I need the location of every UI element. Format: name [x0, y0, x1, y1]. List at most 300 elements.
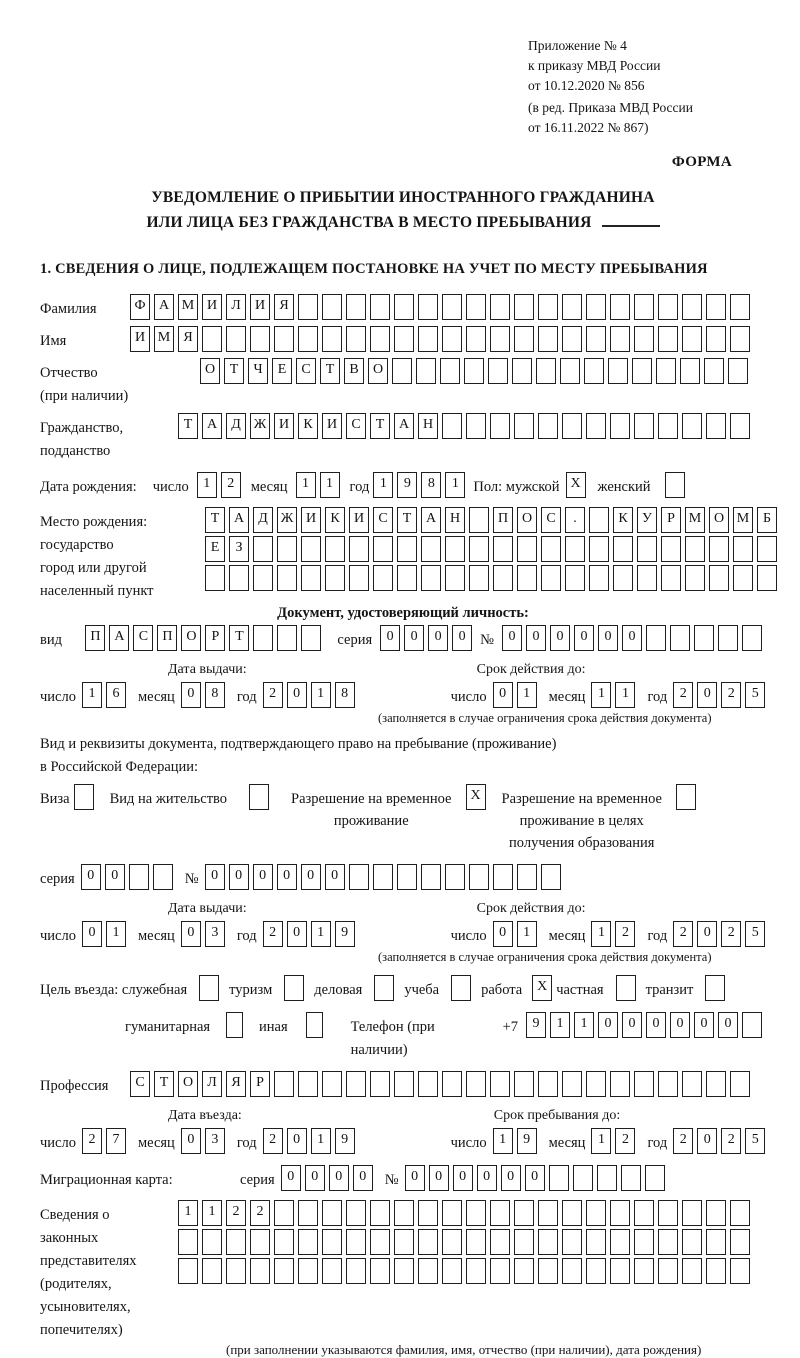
char-box[interactable]	[538, 413, 558, 439]
char-box[interactable]	[694, 625, 714, 651]
char-box[interactable]: И	[349, 507, 369, 533]
char-box[interactable]: 0	[493, 682, 513, 708]
char-box[interactable]: 0	[550, 625, 570, 651]
char-box[interactable]	[706, 1229, 726, 1255]
char-box[interactable]: Я	[274, 294, 294, 320]
char-box[interactable]	[253, 625, 273, 651]
char-box[interactable]: Т	[370, 413, 390, 439]
char-box[interactable]	[349, 536, 369, 562]
char-box[interactable]: 0	[428, 625, 448, 651]
char-box[interactable]	[645, 1165, 665, 1191]
char-box[interactable]	[418, 1200, 438, 1226]
char-box[interactable]	[442, 1229, 462, 1255]
char-box[interactable]	[730, 1071, 750, 1097]
char-box[interactable]: Я	[226, 1071, 246, 1097]
char-box[interactable]	[490, 413, 510, 439]
char-box[interactable]	[298, 1071, 318, 1097]
char-box[interactable]: И	[250, 294, 270, 320]
char-box[interactable]	[632, 358, 652, 384]
char-box[interactable]	[610, 1200, 630, 1226]
char-box[interactable]	[322, 326, 342, 352]
char-box[interactable]: 2	[673, 682, 693, 708]
char-box[interactable]	[658, 294, 678, 320]
char-box[interactable]: 3	[205, 921, 225, 947]
char-box[interactable]	[610, 413, 630, 439]
char-box[interactable]	[394, 1229, 414, 1255]
char-box[interactable]	[250, 326, 270, 352]
char-box[interactable]	[469, 507, 489, 533]
char-box[interactable]	[322, 1200, 342, 1226]
char-box[interactable]	[178, 1258, 198, 1284]
char-box[interactable]	[730, 1258, 750, 1284]
char-box[interactable]: Л	[226, 294, 246, 320]
char-box[interactable]: 0	[287, 921, 307, 947]
char-box[interactable]: И	[322, 413, 342, 439]
char-box[interactable]	[517, 565, 537, 591]
char-box[interactable]: 2	[721, 682, 741, 708]
char-box[interactable]: 0	[81, 864, 101, 890]
char-box[interactable]	[646, 625, 666, 651]
char-box[interactable]	[562, 1200, 582, 1226]
char-box[interactable]	[370, 1258, 390, 1284]
char-box[interactable]: 7	[106, 1128, 126, 1154]
char-box[interactable]	[538, 326, 558, 352]
char-box[interactable]	[517, 864, 537, 890]
char-box[interactable]	[706, 1258, 726, 1284]
char-box[interactable]	[538, 1258, 558, 1284]
sex-female-checkbox[interactable]	[665, 472, 685, 498]
char-box[interactable]	[634, 326, 654, 352]
char-box[interactable]	[301, 536, 321, 562]
char-box[interactable]: И	[301, 507, 321, 533]
char-box[interactable]: С	[373, 507, 393, 533]
char-box[interactable]: 0	[697, 921, 717, 947]
char-box[interactable]	[349, 864, 369, 890]
purpose-turizm-checkbox[interactable]	[284, 975, 304, 1001]
char-box[interactable]: О	[709, 507, 729, 533]
char-box[interactable]	[490, 326, 510, 352]
char-box[interactable]	[370, 294, 390, 320]
char-box[interactable]	[613, 536, 633, 562]
char-box[interactable]	[562, 1071, 582, 1097]
char-box[interactable]	[373, 536, 393, 562]
char-box[interactable]	[538, 1071, 558, 1097]
char-box[interactable]: 0	[598, 1012, 618, 1038]
char-box[interactable]: С	[130, 1071, 150, 1097]
char-box[interactable]: 8	[421, 472, 441, 498]
purpose-delovaya-checkbox[interactable]	[374, 975, 394, 1001]
char-box[interactable]: 0	[493, 921, 513, 947]
char-box[interactable]	[634, 1200, 654, 1226]
char-box[interactable]	[349, 565, 369, 591]
char-box[interactable]	[682, 1071, 702, 1097]
char-box[interactable]	[277, 536, 297, 562]
char-box[interactable]: 1	[591, 682, 611, 708]
char-box[interactable]: 0	[697, 682, 717, 708]
char-box[interactable]	[298, 1258, 318, 1284]
char-box[interactable]	[536, 358, 556, 384]
char-box[interactable]	[493, 536, 513, 562]
char-box[interactable]	[397, 536, 417, 562]
char-box[interactable]: Т	[320, 358, 340, 384]
char-box[interactable]	[394, 1071, 414, 1097]
char-box[interactable]: 0	[574, 625, 594, 651]
char-box[interactable]: 5	[745, 1128, 765, 1154]
char-box[interactable]: Е	[205, 536, 225, 562]
char-box[interactable]: 0	[452, 625, 472, 651]
char-box[interactable]: 0	[253, 864, 273, 890]
char-box[interactable]: И	[202, 294, 222, 320]
char-box[interactable]: 0	[502, 625, 522, 651]
char-box[interactable]	[709, 536, 729, 562]
char-box[interactable]: 0	[501, 1165, 521, 1191]
char-box[interactable]: Т	[205, 507, 225, 533]
char-box[interactable]: 1	[202, 1200, 222, 1226]
purpose-tranzit-checkbox[interactable]	[705, 975, 725, 1001]
char-box[interactable]: 1	[311, 921, 331, 947]
char-box[interactable]: Н	[418, 413, 438, 439]
char-box[interactable]	[226, 326, 246, 352]
char-box[interactable]: У	[637, 507, 657, 533]
char-box[interactable]: .	[565, 507, 585, 533]
char-box[interactable]: 2	[82, 1128, 102, 1154]
char-box[interactable]	[608, 358, 628, 384]
char-box[interactable]	[418, 1229, 438, 1255]
char-box[interactable]	[325, 536, 345, 562]
char-box[interactable]: 1	[82, 682, 102, 708]
char-box[interactable]: А	[202, 413, 222, 439]
char-box[interactable]	[442, 1071, 462, 1097]
char-box[interactable]: С	[296, 358, 316, 384]
char-box[interactable]	[202, 1229, 222, 1255]
char-box[interactable]: Ж	[277, 507, 297, 533]
char-box[interactable]	[586, 326, 606, 352]
char-box[interactable]: 2	[673, 921, 693, 947]
char-box[interactable]: 0	[181, 921, 201, 947]
char-box[interactable]	[706, 326, 726, 352]
char-box[interactable]	[586, 1200, 606, 1226]
char-box[interactable]: 1	[493, 1128, 513, 1154]
char-box[interactable]	[562, 413, 582, 439]
char-box[interactable]: М	[733, 507, 753, 533]
char-box[interactable]	[706, 294, 726, 320]
char-box[interactable]	[373, 864, 393, 890]
char-box[interactable]	[586, 1071, 606, 1097]
purpose-chastnaya-checkbox[interactable]	[616, 975, 636, 1001]
char-box[interactable]	[658, 326, 678, 352]
char-box[interactable]: 0	[718, 1012, 738, 1038]
char-box[interactable]: 0	[287, 682, 307, 708]
char-box[interactable]	[589, 507, 609, 533]
char-box[interactable]	[418, 294, 438, 320]
char-box[interactable]: М	[685, 507, 705, 533]
char-box[interactable]: 1	[197, 472, 217, 498]
char-box[interactable]	[442, 413, 462, 439]
char-box[interactable]: 5	[745, 682, 765, 708]
char-box[interactable]	[541, 536, 561, 562]
char-box[interactable]: О	[200, 358, 220, 384]
char-box[interactable]	[490, 1229, 510, 1255]
char-box[interactable]: О	[178, 1071, 198, 1097]
char-box[interactable]: А	[421, 507, 441, 533]
char-box[interactable]	[718, 625, 738, 651]
visa-checkbox[interactable]	[74, 784, 94, 810]
char-box[interactable]	[742, 1012, 762, 1038]
char-box[interactable]	[610, 294, 630, 320]
sex-male-checkbox[interactable]: X	[566, 472, 586, 498]
char-box[interactable]	[493, 565, 513, 591]
char-box[interactable]	[682, 326, 702, 352]
char-box[interactable]	[346, 1071, 366, 1097]
char-box[interactable]	[658, 1229, 678, 1255]
char-box[interactable]	[229, 565, 249, 591]
char-box[interactable]: 1	[106, 921, 126, 947]
char-box[interactable]	[709, 565, 729, 591]
char-box[interactable]: А	[154, 294, 174, 320]
char-box[interactable]	[416, 358, 436, 384]
char-box[interactable]	[370, 1071, 390, 1097]
char-box[interactable]	[573, 1165, 593, 1191]
char-box[interactable]	[682, 1258, 702, 1284]
char-box[interactable]: 1	[311, 682, 331, 708]
char-box[interactable]: 0	[404, 625, 424, 651]
char-box[interactable]	[394, 1258, 414, 1284]
char-box[interactable]	[298, 1229, 318, 1255]
char-box[interactable]: П	[85, 625, 105, 651]
char-box[interactable]: 0	[429, 1165, 449, 1191]
char-box[interactable]: Т	[154, 1071, 174, 1097]
char-box[interactable]	[685, 536, 705, 562]
char-box[interactable]: Т	[178, 413, 198, 439]
char-box[interactable]	[514, 1071, 534, 1097]
char-box[interactable]: 9	[335, 921, 355, 947]
char-box[interactable]: П	[157, 625, 177, 651]
char-box[interactable]	[464, 358, 484, 384]
char-box[interactable]	[153, 864, 173, 890]
char-box[interactable]: О	[517, 507, 537, 533]
char-box[interactable]	[610, 1071, 630, 1097]
char-box[interactable]	[298, 326, 318, 352]
char-box[interactable]	[490, 1071, 510, 1097]
char-box[interactable]: В	[344, 358, 364, 384]
char-box[interactable]	[469, 864, 489, 890]
char-box[interactable]: 0	[305, 1165, 325, 1191]
char-box[interactable]: 8	[335, 682, 355, 708]
char-box[interactable]	[562, 1258, 582, 1284]
char-box[interactable]: 0	[82, 921, 102, 947]
char-box[interactable]: А	[229, 507, 249, 533]
char-box[interactable]: 0	[325, 864, 345, 890]
char-box[interactable]	[586, 413, 606, 439]
char-box[interactable]	[565, 565, 585, 591]
char-box[interactable]	[466, 1229, 486, 1255]
char-box[interactable]: 2	[615, 1128, 635, 1154]
char-box[interactable]	[706, 1200, 726, 1226]
char-box[interactable]: 0	[329, 1165, 349, 1191]
char-box[interactable]: 0	[281, 1165, 301, 1191]
char-box[interactable]: Р	[661, 507, 681, 533]
char-box[interactable]: Т	[224, 358, 244, 384]
char-box[interactable]: Т	[229, 625, 249, 651]
char-box[interactable]	[685, 565, 705, 591]
char-box[interactable]: Н	[445, 507, 465, 533]
char-box[interactable]: 0	[622, 1012, 642, 1038]
char-box[interactable]	[394, 294, 414, 320]
char-box[interactable]	[680, 358, 700, 384]
char-box[interactable]	[394, 326, 414, 352]
char-box[interactable]: 1	[445, 472, 465, 498]
purpose-gumanitarnaya-checkbox[interactable]	[226, 1012, 243, 1038]
char-box[interactable]: 0	[670, 1012, 690, 1038]
char-box[interactable]: Л	[202, 1071, 222, 1097]
char-box[interactable]	[322, 1258, 342, 1284]
char-box[interactable]	[560, 358, 580, 384]
char-box[interactable]	[541, 565, 561, 591]
char-box[interactable]	[493, 864, 513, 890]
char-box[interactable]	[512, 358, 532, 384]
char-box[interactable]	[322, 1229, 342, 1255]
char-box[interactable]	[706, 1071, 726, 1097]
char-box[interactable]	[517, 536, 537, 562]
char-box[interactable]	[346, 294, 366, 320]
char-box[interactable]	[658, 1071, 678, 1097]
char-box[interactable]	[565, 536, 585, 562]
char-box[interactable]	[274, 1071, 294, 1097]
char-box[interactable]	[538, 1229, 558, 1255]
char-box[interactable]	[730, 294, 750, 320]
char-box[interactable]: Б	[757, 507, 777, 533]
char-box[interactable]: Д	[253, 507, 273, 533]
char-box[interactable]	[466, 1200, 486, 1226]
char-box[interactable]	[418, 326, 438, 352]
char-box[interactable]	[514, 1258, 534, 1284]
char-box[interactable]	[706, 413, 726, 439]
char-box[interactable]	[757, 565, 777, 591]
char-box[interactable]	[610, 1229, 630, 1255]
char-box[interactable]: 0	[229, 864, 249, 890]
char-box[interactable]	[418, 1071, 438, 1097]
char-box[interactable]	[589, 536, 609, 562]
char-box[interactable]	[250, 1229, 270, 1255]
char-box[interactable]	[682, 1229, 702, 1255]
char-box[interactable]: К	[613, 507, 633, 533]
char-box[interactable]	[205, 565, 225, 591]
char-box[interactable]	[301, 565, 321, 591]
char-box[interactable]: 1	[550, 1012, 570, 1038]
char-box[interactable]: 0	[525, 1165, 545, 1191]
char-box[interactable]	[730, 413, 750, 439]
char-box[interactable]: Р	[205, 625, 225, 651]
char-box[interactable]	[274, 1229, 294, 1255]
char-box[interactable]	[733, 536, 753, 562]
char-box[interactable]: 1	[615, 682, 635, 708]
char-box[interactable]	[421, 536, 441, 562]
char-box[interactable]	[469, 536, 489, 562]
char-box[interactable]	[634, 1071, 654, 1097]
char-box[interactable]: 0	[405, 1165, 425, 1191]
char-box[interactable]	[682, 1200, 702, 1226]
char-box[interactable]	[730, 1229, 750, 1255]
char-box[interactable]	[488, 358, 508, 384]
char-box[interactable]	[562, 294, 582, 320]
char-box[interactable]: 1	[517, 682, 537, 708]
char-box[interactable]	[442, 326, 462, 352]
char-box[interactable]	[490, 1258, 510, 1284]
char-box[interactable]	[418, 1258, 438, 1284]
char-box[interactable]: 0	[105, 864, 125, 890]
purpose-ucheba-checkbox[interactable]	[451, 975, 471, 1001]
char-box[interactable]: 1	[178, 1200, 198, 1226]
char-box[interactable]	[466, 294, 486, 320]
char-box[interactable]: А	[109, 625, 129, 651]
char-box[interactable]	[658, 1258, 678, 1284]
char-box[interactable]	[658, 413, 678, 439]
char-box[interactable]	[397, 864, 417, 890]
char-box[interactable]	[613, 565, 633, 591]
char-box[interactable]	[730, 1200, 750, 1226]
char-box[interactable]	[466, 1071, 486, 1097]
char-box[interactable]: 1	[373, 472, 393, 498]
char-box[interactable]: 3	[205, 1128, 225, 1154]
char-box[interactable]: 0	[301, 864, 321, 890]
char-box[interactable]: 0	[526, 625, 546, 651]
char-box[interactable]	[373, 565, 393, 591]
char-box[interactable]: 0	[622, 625, 642, 651]
char-box[interactable]	[440, 358, 460, 384]
char-box[interactable]: 0	[697, 1128, 717, 1154]
char-box[interactable]	[445, 565, 465, 591]
char-box[interactable]	[610, 1258, 630, 1284]
char-box[interactable]: С	[541, 507, 561, 533]
char-box[interactable]	[253, 565, 273, 591]
char-box[interactable]	[610, 326, 630, 352]
char-box[interactable]	[670, 625, 690, 651]
char-box[interactable]	[301, 625, 321, 651]
char-box[interactable]: С	[346, 413, 366, 439]
char-box[interactable]: 9	[517, 1128, 537, 1154]
char-box[interactable]	[346, 1229, 366, 1255]
char-box[interactable]: 1	[517, 921, 537, 947]
char-box[interactable]: Т	[397, 507, 417, 533]
char-box[interactable]: З	[229, 536, 249, 562]
char-box[interactable]	[634, 1258, 654, 1284]
char-box[interactable]	[421, 565, 441, 591]
char-box[interactable]: 1	[591, 1128, 611, 1154]
char-box[interactable]	[322, 1071, 342, 1097]
char-box[interactable]: 0	[477, 1165, 497, 1191]
char-box[interactable]: О	[181, 625, 201, 651]
char-box[interactable]	[469, 565, 489, 591]
char-box[interactable]	[466, 326, 486, 352]
char-box[interactable]: Ф	[130, 294, 150, 320]
char-box[interactable]	[586, 1229, 606, 1255]
char-box[interactable]: 2	[721, 921, 741, 947]
char-box[interactable]: 9	[526, 1012, 546, 1038]
char-box[interactable]: 2	[615, 921, 635, 947]
char-box[interactable]	[442, 1258, 462, 1284]
temp-residence-checkbox[interactable]: X	[466, 784, 486, 810]
char-box[interactable]	[325, 565, 345, 591]
char-box[interactable]: Д	[226, 413, 246, 439]
char-box[interactable]	[445, 536, 465, 562]
char-box[interactable]: 9	[335, 1128, 355, 1154]
char-box[interactable]	[445, 864, 465, 890]
char-box[interactable]: 1	[574, 1012, 594, 1038]
char-box[interactable]	[637, 565, 657, 591]
char-box[interactable]	[298, 1200, 318, 1226]
char-box[interactable]	[661, 565, 681, 591]
char-box[interactable]: 2	[226, 1200, 246, 1226]
